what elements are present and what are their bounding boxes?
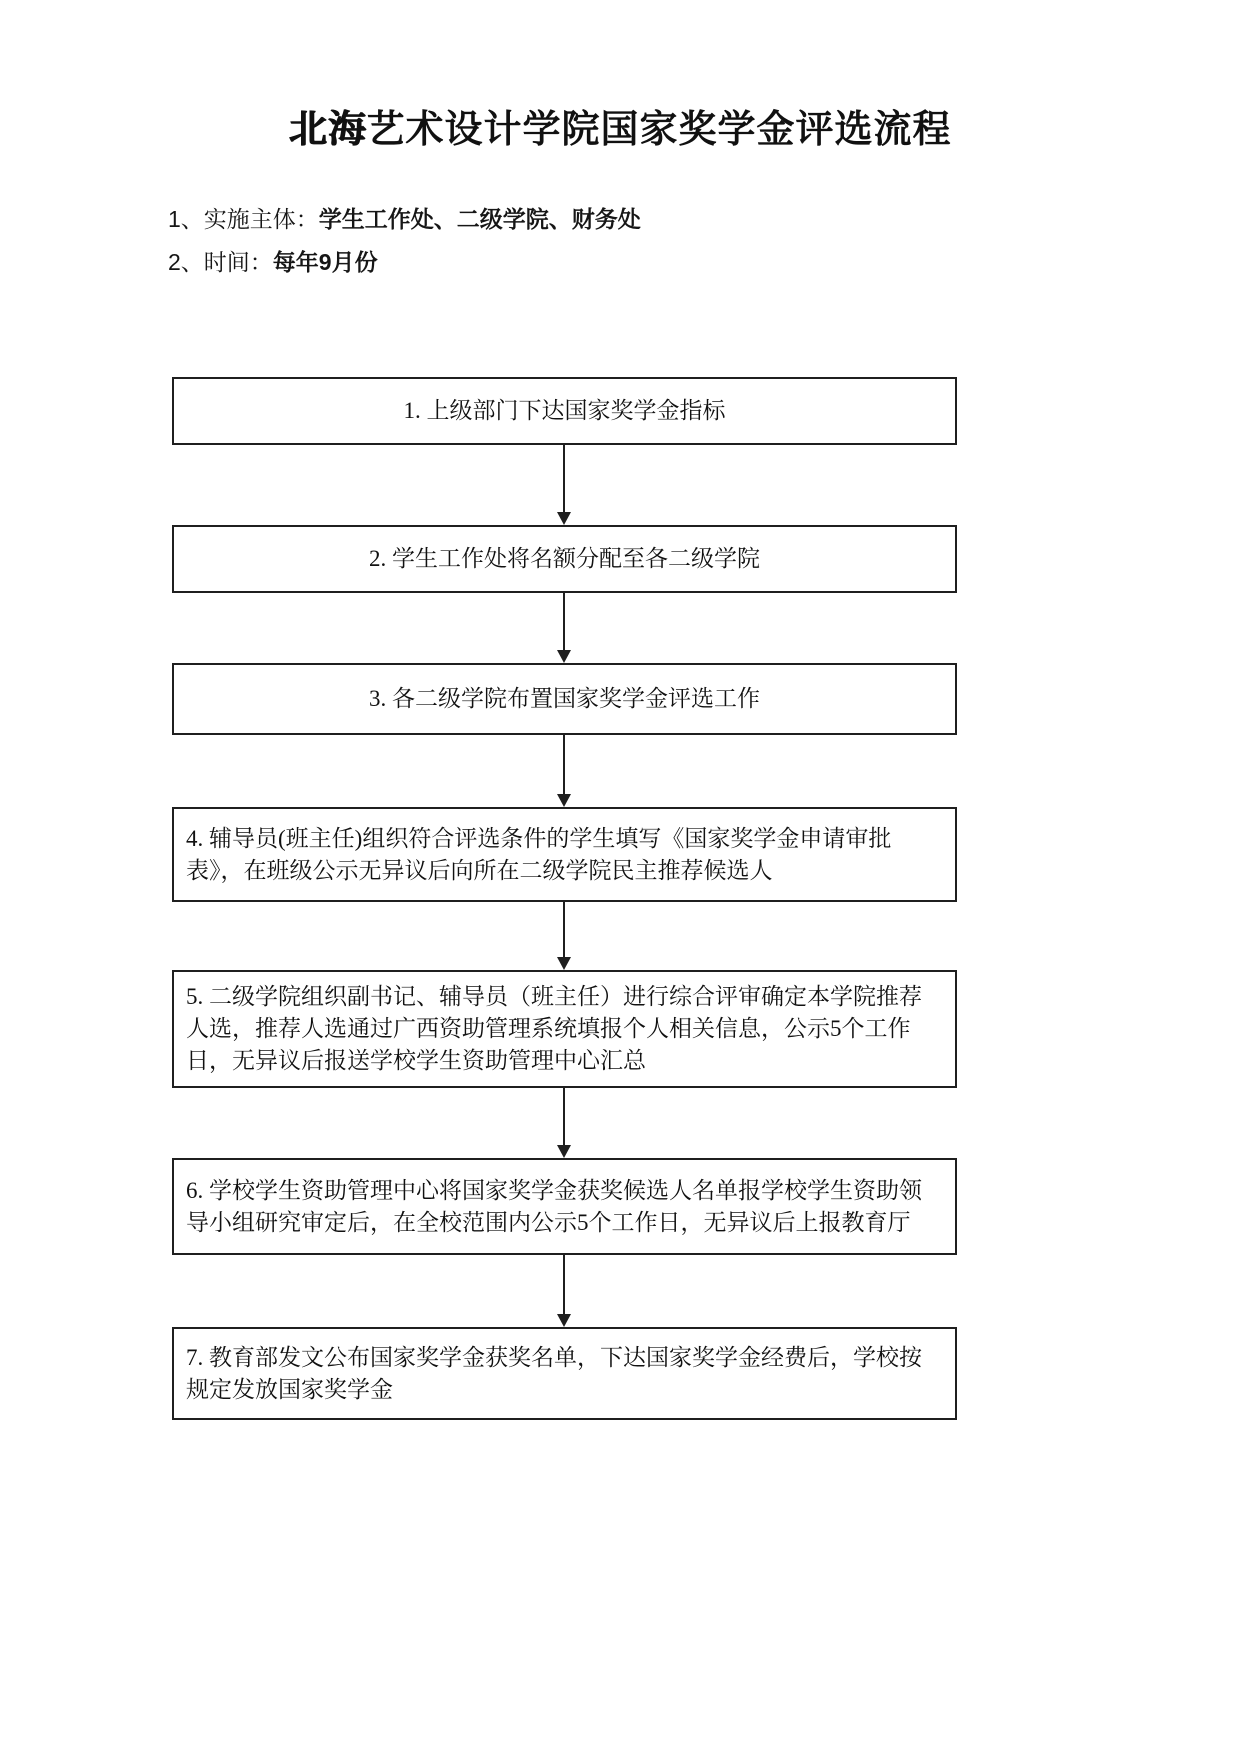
arrow-shaft [563,593,565,650]
flow-step-5 [172,970,957,1088]
arrow-shaft [563,902,565,957]
intro-item-time [168,247,641,278]
arrow-down-icon [557,512,571,525]
flow-step-4 [172,807,957,902]
intro-label: 2、时间： [168,249,273,275]
title-rest: 艺术设计学院国家奖学金评选流程 [366,109,952,151]
flow-connector-2 [556,593,571,663]
title-emphasis: 北海 [288,109,367,151]
intro-item-subject [168,204,641,235]
arrow-down-icon [557,957,571,970]
flow-connector-4 [556,902,571,970]
arrow-shaft [563,445,565,512]
arrow-down-icon [557,650,571,663]
intro-value: 每年9月份 [272,249,378,275]
flow-connector-6 [556,1255,571,1327]
arrow-down-icon [557,1145,571,1158]
flow-step-text: 3. 各二级学院布置国家奖学金评选工作 [369,686,760,711]
flow-connector-3 [556,735,571,807]
flow-step-text: 5. 二级学院组织副书记、辅导员（班主任）进行综合评审确定本学院推荐人选，推荐人选通过广西资助管理系统填报个人相关信息，公示5个工作日，无异议后报送学校学生资助管理中心汇总 [186,984,922,1073]
flow-step-text: 1. 上级部门下达国家奖学金指标 [403,398,726,423]
flow-step-text: 6. 学校学生资助管理中心将国家奖学金获奖候选人名单报学校学生资助领导小组研究审定后，在全校范围内公示5个工作日，无异议后上报教育厅 [186,1177,922,1235]
flow-step-3 [172,663,957,735]
intro-list [168,204,641,290]
intro-value: 学生工作处、二级学院、财务处 [318,206,641,232]
flow-step-text: 7. 教育部发文公布国家奖学金获奖名单，下达国家奖学金经费后，学校按规定发放国家奖学金 [186,1344,922,1402]
flow-step-7 [172,1327,957,1420]
page-title [0,98,1240,153]
flow-step-1 [172,377,957,445]
flow-step-text: 2. 学生工作处将名额分配至各二级学院 [369,546,760,571]
flow-step-text: 4. 辅导员(班主任)组织符合评选条件的学生填写《国家奖学金申请审批表》，在班级公示无异议后向所在二级学院民主推荐候选人 [186,825,892,883]
arrow-shaft [563,1088,565,1145]
flow-step-2 [172,525,957,593]
arrow-shaft [563,1255,565,1314]
flow-connector-5 [556,1088,571,1158]
arrow-down-icon [557,1314,571,1327]
flow-connector-1 [556,445,571,525]
arrow-shaft [563,735,565,794]
intro-label: 1、实施主体： [168,206,319,232]
arrow-down-icon [557,794,571,807]
flow-step-6 [172,1158,957,1255]
